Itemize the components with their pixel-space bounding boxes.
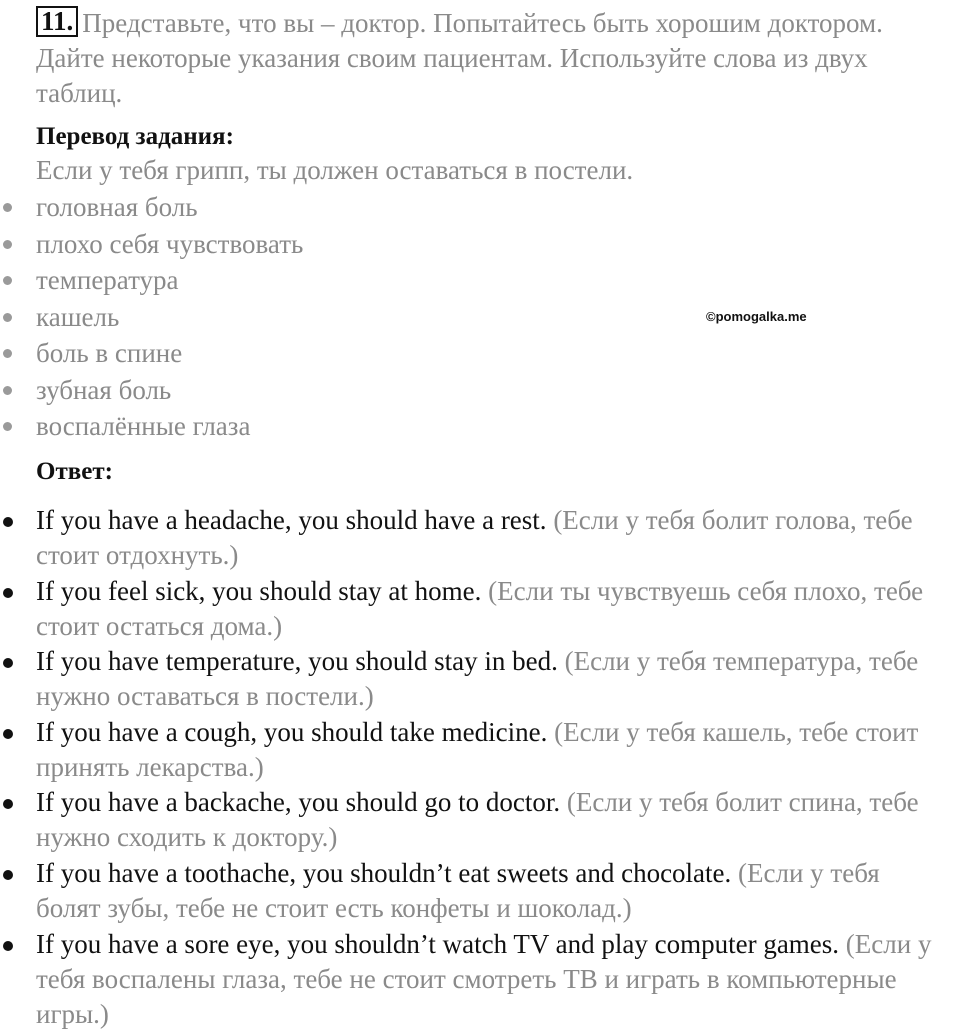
bullet-icon <box>3 799 13 809</box>
answer-english: If you have a headache, you should have a rest. <box>36 505 547 535</box>
translation-heading: Перевод задания: <box>36 123 234 150</box>
task-statement <box>36 6 946 111</box>
answer-russian: (Если ты чувствуешь себя плохо, тебе стоит остаться дома.) <box>36 575 924 641</box>
bullet-icon <box>3 870 13 880</box>
bullet-icon <box>3 313 12 322</box>
bullet-icon <box>3 729 13 739</box>
list-item-text: плохо себя чувствовать <box>36 228 304 259</box>
list-item-text: зубная боль <box>36 374 172 405</box>
bullet-icon <box>3 349 12 358</box>
answer-list <box>0 503 940 1035</box>
answer-item <box>0 503 940 574</box>
list-item <box>0 263 600 300</box>
task-number: 11. <box>36 6 78 37</box>
bullet-icon <box>3 517 13 527</box>
translation-sentence: Если у тебя грипп, ты должен оставаться в постели. <box>36 155 634 185</box>
bullet-icon <box>3 941 13 951</box>
answer-russian: (Если у тебя болит голова, тебе стоит отдохнуть.) <box>36 505 913 570</box>
bullet-icon <box>3 658 13 668</box>
answer-russian: (Если у тебя болит спина, тебе нужно сходить к доктору.) <box>36 787 919 853</box>
answer-item <box>0 574 940 645</box>
answer-item <box>0 715 940 786</box>
bullet-icon <box>3 240 12 249</box>
answer-english: If you have a cough, you should take medicine. <box>36 716 548 747</box>
list-item-text: головная боль <box>36 192 198 222</box>
answer-russian: (Если у тебя температура, тебе нужно оставаться в постели.) <box>36 646 919 712</box>
answer-item <box>0 644 940 715</box>
list-item-text: боль в спине <box>36 338 183 368</box>
answer-item <box>0 785 940 856</box>
answer-russian: (Если у тебя воспалены глаза, тебе не стоит смотреть ТВ и играть в компьютерные игры.) <box>36 928 932 1029</box>
answer-russian: (Если у тебя болят зубы, тебе не стоит есть конфеты и шоколад.) <box>36 857 880 923</box>
answer-english: If you feel sick, you should stay at home. <box>36 575 482 606</box>
list-item <box>0 227 600 264</box>
answer-english: If you have a backache, you should go to doctor. <box>36 787 561 818</box>
list-item-text: кашель <box>36 301 120 332</box>
bullet-icon <box>3 422 12 431</box>
bullet-icon <box>3 276 12 285</box>
bullet-icon <box>3 588 13 598</box>
watermark: ©pomogalka.me <box>706 309 807 324</box>
bullet-icon <box>3 386 12 395</box>
answer-english: If you have a toothache, you shouldn’t eat sweets and chocolate. <box>36 857 732 888</box>
bullet-icon <box>3 203 12 212</box>
list-item <box>0 190 600 227</box>
answer-english: If you have a sore eye, you shouldn’t watch TV and play computer games. <box>36 928 840 959</box>
answer-heading: Ответ: <box>36 458 113 485</box>
list-item-text: температура <box>36 265 179 295</box>
answer-russian: (Если у тебя кашель, тебе стоит принять лекарства.) <box>36 716 919 782</box>
list-item <box>0 300 600 337</box>
list-item <box>0 373 600 410</box>
list-item-text: воспалённые глаза <box>36 411 251 441</box>
list-item <box>0 336 600 373</box>
task-text: Представьте, что вы – доктор. Попытайтесь быть хорошим доктором. Дайте некоторые указания своим пациентам. Используйте слова из двух таблиц. <box>36 8 883 108</box>
answer-item <box>0 856 940 927</box>
answer-item <box>0 927 940 1035</box>
answer-english: If you have temperature, you should stay in bed. <box>36 646 558 677</box>
translation-list <box>0 190 600 446</box>
list-item <box>0 409 600 446</box>
